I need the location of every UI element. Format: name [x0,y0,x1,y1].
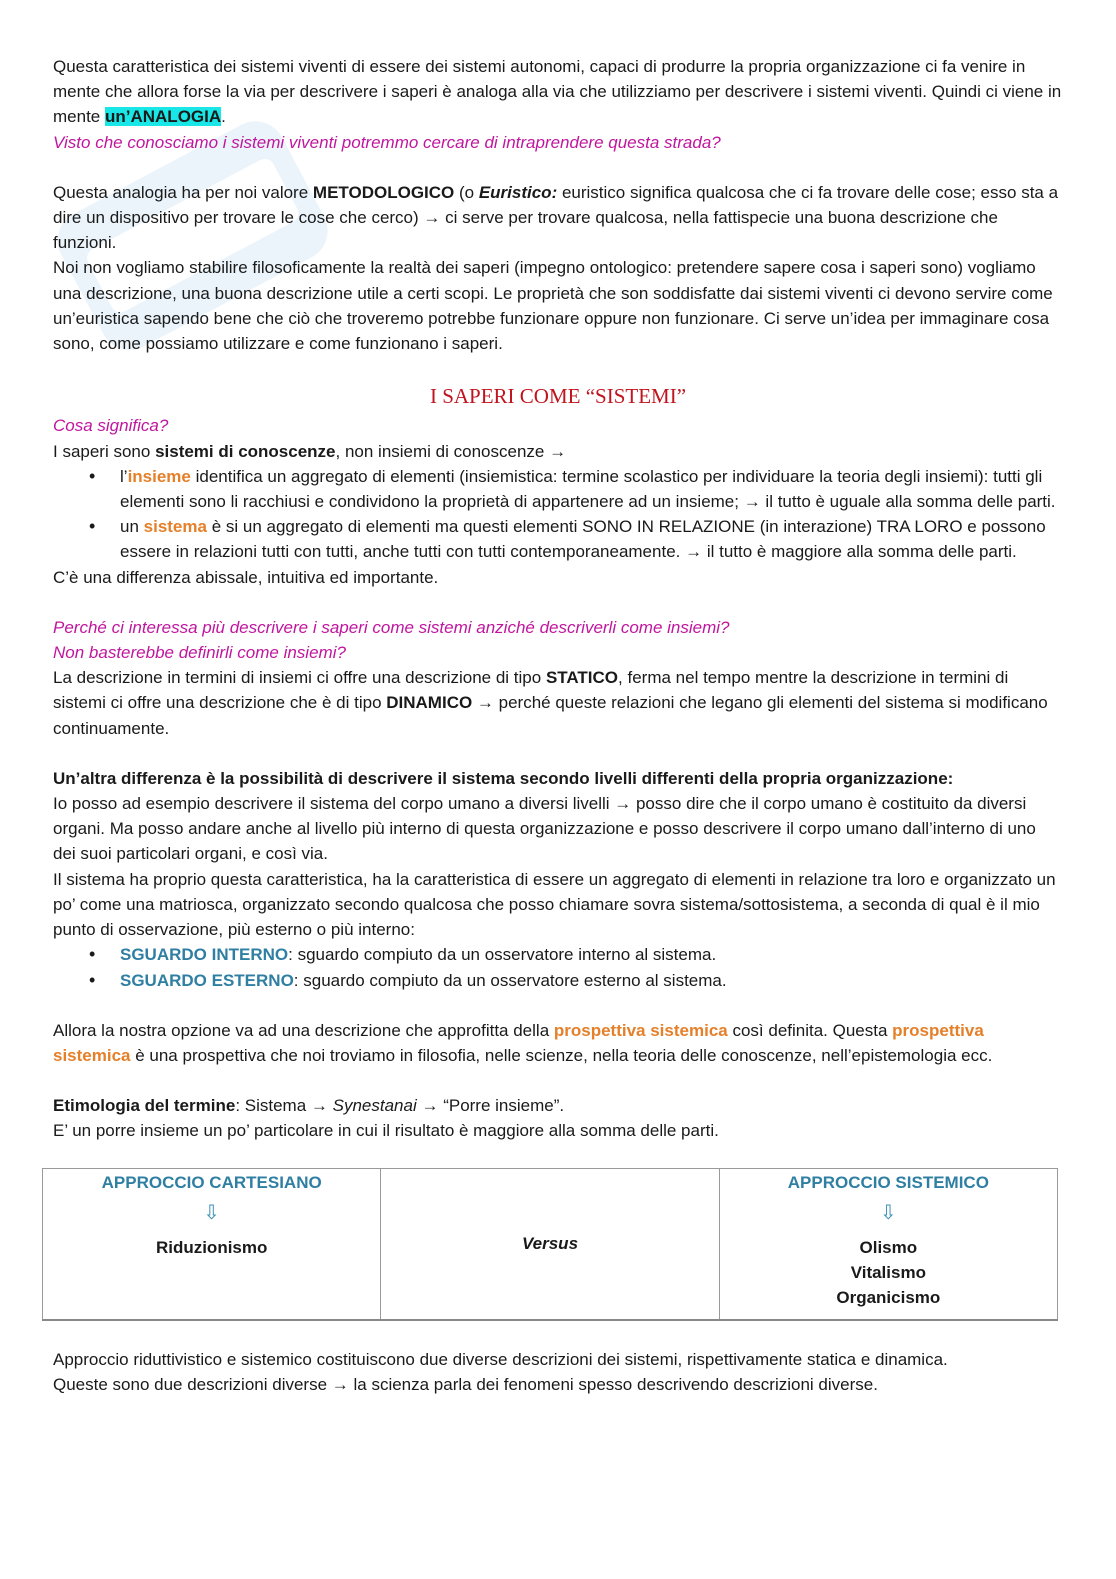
gaze-list [53,942,1063,992]
systemic-heading: APPROCCIO SISTEMICO [787,1172,989,1192]
systemic-term: Vitalismo [850,1262,926,1282]
systemic-cell [719,1168,1057,1320]
body-example-paragraph: Io posso ad esempio descrivere il sistema del corpo umano a diversi livelli → posso dire che il corpo umano è costituito da diversi organi. Ma posso andare anche al livello più interno di questa organizzazione e posso descrivere il corpo umano dall’interno di uno dei suoi particolari organi, e così via. [53,794,1036,864]
cartesian-cell [43,1168,381,1320]
analogy-highlight: un’ANALOGIA [104,107,222,127]
intro-question: Visto che conosciamo i sistemi viventi potremmo cercare di intraprendere questa strada? [53,132,721,152]
closing-paragraph: Approccio riduttivistico e sistemico costituiscono due diverse descrizioni dei sistemi, rispettivamente statica e dinamica. [53,1349,948,1369]
methodology-paragraph: Questa analogia ha per noi valore METODOLOGICO (o Euristico: euristico significa qualcosa che ci fa trovare delle cose; esso sta a dire un dispositivo per trovare le cose che cerco) → ci serve per trovare qualcosa, nella fattispecie una buona descrizione che funzioni. [53,182,1059,253]
porre-insieme-line: E’ un porre insieme un po’ particolare in cui il risultato è maggiore alla somma delle parti. [53,1121,719,1141]
difference-line: C’è una differenza abissale, intuitiva ed importante. [53,567,439,587]
systems-lead: I saperi sono sistemi di conoscenze, non insiemi di conoscenze → [53,441,567,461]
down-arrow-icon: ⇩ [879,1201,897,1224]
question-enough: Non basterebbe definirli come insiemi? [53,643,346,663]
intro-paragraph: Questa caratteristica dei sistemi viventi di essere dei sistemi autonomi, capaci di produrre la propria organizzazione ci fa venire in mente che allora forse la via per descrivere i saperi è analoga alla via che utilizziamo per descrivere i sistemi viventi. Quindi ci viene in mente un’ANALOGIA. [53,57,1062,127]
set-vs-system-list [53,464,1063,565]
static-dynamic-paragraph: La descrizione in termini di insiemi ci offre una descrizione di tipo STATICO, ferma nel tempo mentre la descrizione in termini di sistemi ci offre una descrizione che è di tipo DINAMICO → perché queste relazioni che legano gli elementi del sistema si modificano continuamente. [53,668,1048,738]
levels-heading: Un’altra differenza è la possibilità di descrivere il sistema secondo livelli differenti della propria organizzazione: [53,768,954,788]
ontology-paragraph: Noi non vogliamo stabilire filosoficamente la realtà dei saperi (impegno ontologico: pretendere sapere cosa i saperi sono) vogliamo una descrizione, una buona descrizione utile a certi scopi. Le proprietà che son soddisfatte dai sistemi viventi ci devono servire come un’euristica sapendo bene che ciò che troveremo potrebbe funzionare oppure non funzionare. Ci serve un’idea per immaginare cosa sono, come possiamo utilizzare e come funzionano i saperi. [53,258,1053,354]
list-item: • l’insieme identifica un aggregato di elementi (insiemistica: termine scolastico per individuare la teoria degli insiemi): tutti gli elementi sono li racchiusi e condividono la proprietà di appartenere ad un insieme; → il tutto è uguale alla somma delle parti. [120,464,1063,514]
versus-cell: Versus [381,1168,719,1320]
systemic-term: Olismo [859,1237,918,1257]
question-meaning: Cosa significa? [53,416,169,436]
list-item: • SGUARDO ESTERNO: sguardo compiuto da un osservatore esterno al sistema. [120,968,1063,993]
document-page [53,54,1063,1397]
question-why: Perché ci interessa più descrivere i saperi come sistemi anziché descriverli come insiemi? [53,617,730,637]
list-item: • un sistema è si un aggregato di elementi ma questi elementi SONO IN RELAZIONE (in interazione) TRA LORO e possono essere in relazioni tutti con tutti, anche tutti con tutti contemporaneamente. → il tutto è maggiore alla somma delle parti. [120,514,1063,564]
section-title: I SAPERI COME “SISTEMI” [429,384,687,409]
approach-comparison-table [42,1168,1058,1321]
list-item: • SGUARDO INTERNO: sguardo compiuto da un osservatore interno al sistema. [120,942,1063,967]
down-arrow-icon: ⇩ [203,1201,221,1224]
etymology-line: Etimologia del termine: Sistema → Synestanai → “Porre insieme”. [53,1096,565,1116]
cartesian-term: Riduzionismo [155,1237,268,1257]
cartesian-heading: APPROCCIO CARTESIANO [101,1172,322,1192]
perspective-paragraph: Allora la nostra opzione va ad una descrizione che approfitta della prospettiva sistemica così definita. Questa prospettiva sistemica è una prospettiva che noi troviamo in filosofia, nelle scienze, nella teoria delle conoscenze, nell’epistemologia ecc. [53,1020,993,1065]
systemic-term: Organicismo [836,1288,941,1308]
matrioska-paragraph: Il sistema ha proprio questa caratteristica, ha la caratteristica di essere un aggregato di elementi in relazione tra loro e organizzato un po’ come una matriosca, organizzato secondo qualcosa che posso chiamare sovra sistema/sottosistema, a seconda di qual è il mio punto di osservazione, più esterno o più interno: [53,869,1056,940]
closing-paragraph-2: Queste sono due descrizioni diverse → la scienza parla dei fenomeni spesso descrivendo descrizioni diverse. [53,1374,878,1394]
